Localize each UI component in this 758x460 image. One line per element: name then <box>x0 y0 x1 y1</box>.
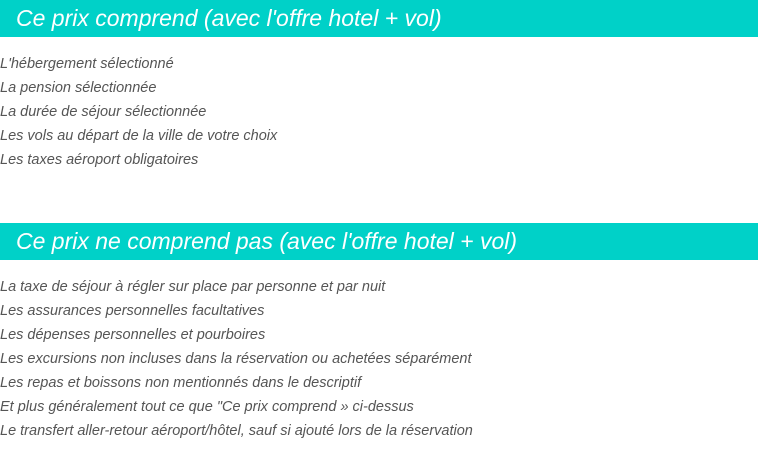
excluded-section-header <box>0 223 758 260</box>
excluded-item: Les dépenses personnelles et pourboires <box>0 327 266 343</box>
excluded-item: Les assurances personnelles facultatives <box>0 303 265 319</box>
excluded-section-title: Ce prix ne comprend pas (avec l'offre hotel + vol) <box>16 228 518 254</box>
excluded-item: Le transfert aller-retour aéroport/hôtel, sauf si ajouté lors de la réservation <box>0 423 473 439</box>
included-item: L'hébergement sélectionné <box>0 56 174 72</box>
excluded-item: La taxe de séjour à régler sur place par personne et par nuit <box>0 279 386 295</box>
included-section-header <box>0 0 758 37</box>
included-item: La pension sélectionnée <box>0 80 157 96</box>
included-items-list <box>0 52 277 172</box>
excluded-item: Les excursions non incluses dans la réservation ou achetées séparément <box>0 351 472 367</box>
included-section-title: Ce prix comprend (avec l'offre hotel + vol) <box>16 5 442 31</box>
included-item: Les vols au départ de la ville de votre choix <box>0 128 278 144</box>
excluded-items-list <box>0 275 473 443</box>
included-item: La durée de séjour sélectionnée <box>0 104 207 120</box>
excluded-item: Et plus généralement tout ce que "Ce prix comprend » ci-dessus <box>0 399 414 415</box>
included-item: Les taxes aéroport obligatoires <box>0 152 199 168</box>
excluded-item: Les repas et boissons non mentionnés dans le descriptif <box>0 375 362 391</box>
